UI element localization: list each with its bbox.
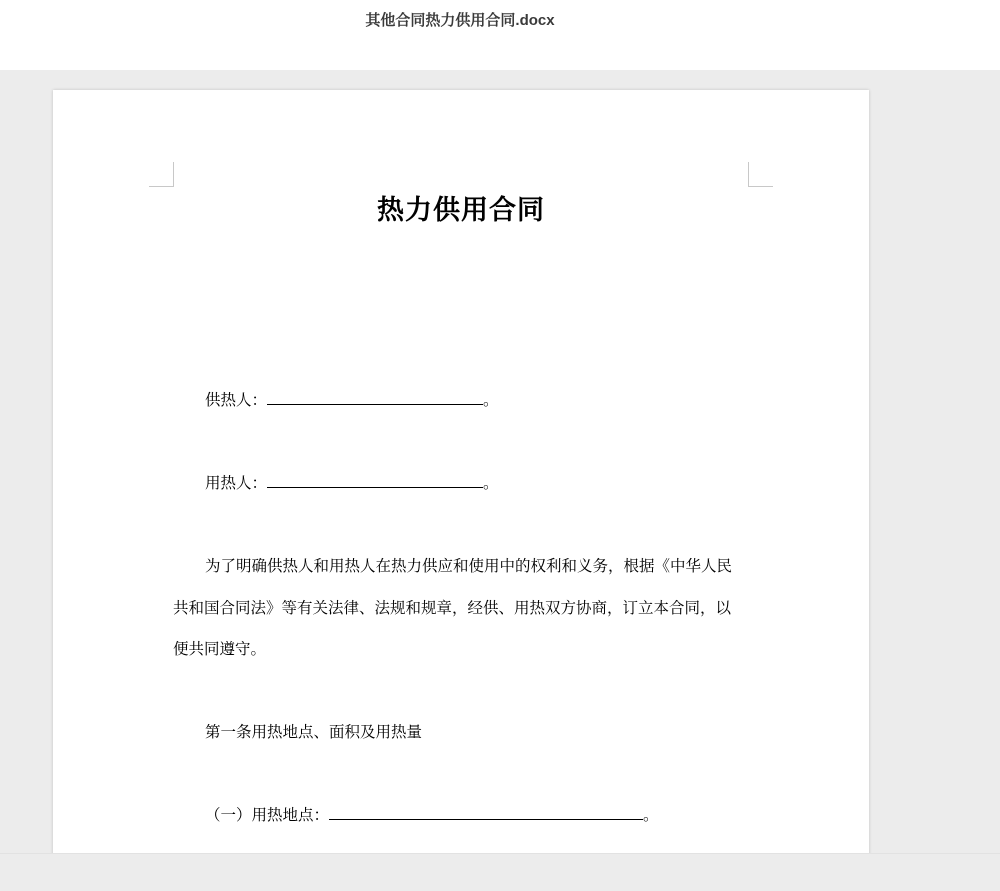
clause-1-line [205, 803, 659, 825]
supplier-line [205, 388, 499, 410]
document-page[interactable] [53, 90, 869, 890]
user-line [205, 471, 499, 493]
article-1-title: 第一条用热地点、面积及用热量 [205, 723, 423, 741]
clause-1-label: （一）用热地点： [205, 806, 330, 824]
document-viewer[interactable] [0, 70, 1000, 890]
supplier-label: 供热人： [205, 391, 268, 409]
clause-1-end: 。 [643, 806, 659, 824]
intro-line-1: 为了明确供热人和用热人在热力供应和使用中的权利和义务，根据《中华人民 [205, 557, 733, 575]
margin-corner-top-left [149, 162, 174, 187]
supplier-end: 。 [483, 391, 499, 409]
title-bar [0, 0, 1000, 70]
user-label: 用热人： [205, 474, 268, 492]
file-title: 其他合同热力供用合同.docx [365, 12, 555, 29]
user-end: 。 [483, 474, 499, 492]
user-blank [267, 473, 483, 488]
intro-line-2: 共和国合同法》等有关法律、法规和规章，经供、用热双方协商，订立本合同，以 [173, 599, 732, 617]
document-heading: 热力供用合同 [377, 195, 545, 226]
intro-line-3: 便共同遵守。 [173, 640, 267, 658]
bottom-bar [0, 853, 1000, 891]
supplier-blank [267, 390, 483, 405]
clause-1-blank [329, 805, 643, 820]
margin-corner-top-right [748, 162, 773, 187]
